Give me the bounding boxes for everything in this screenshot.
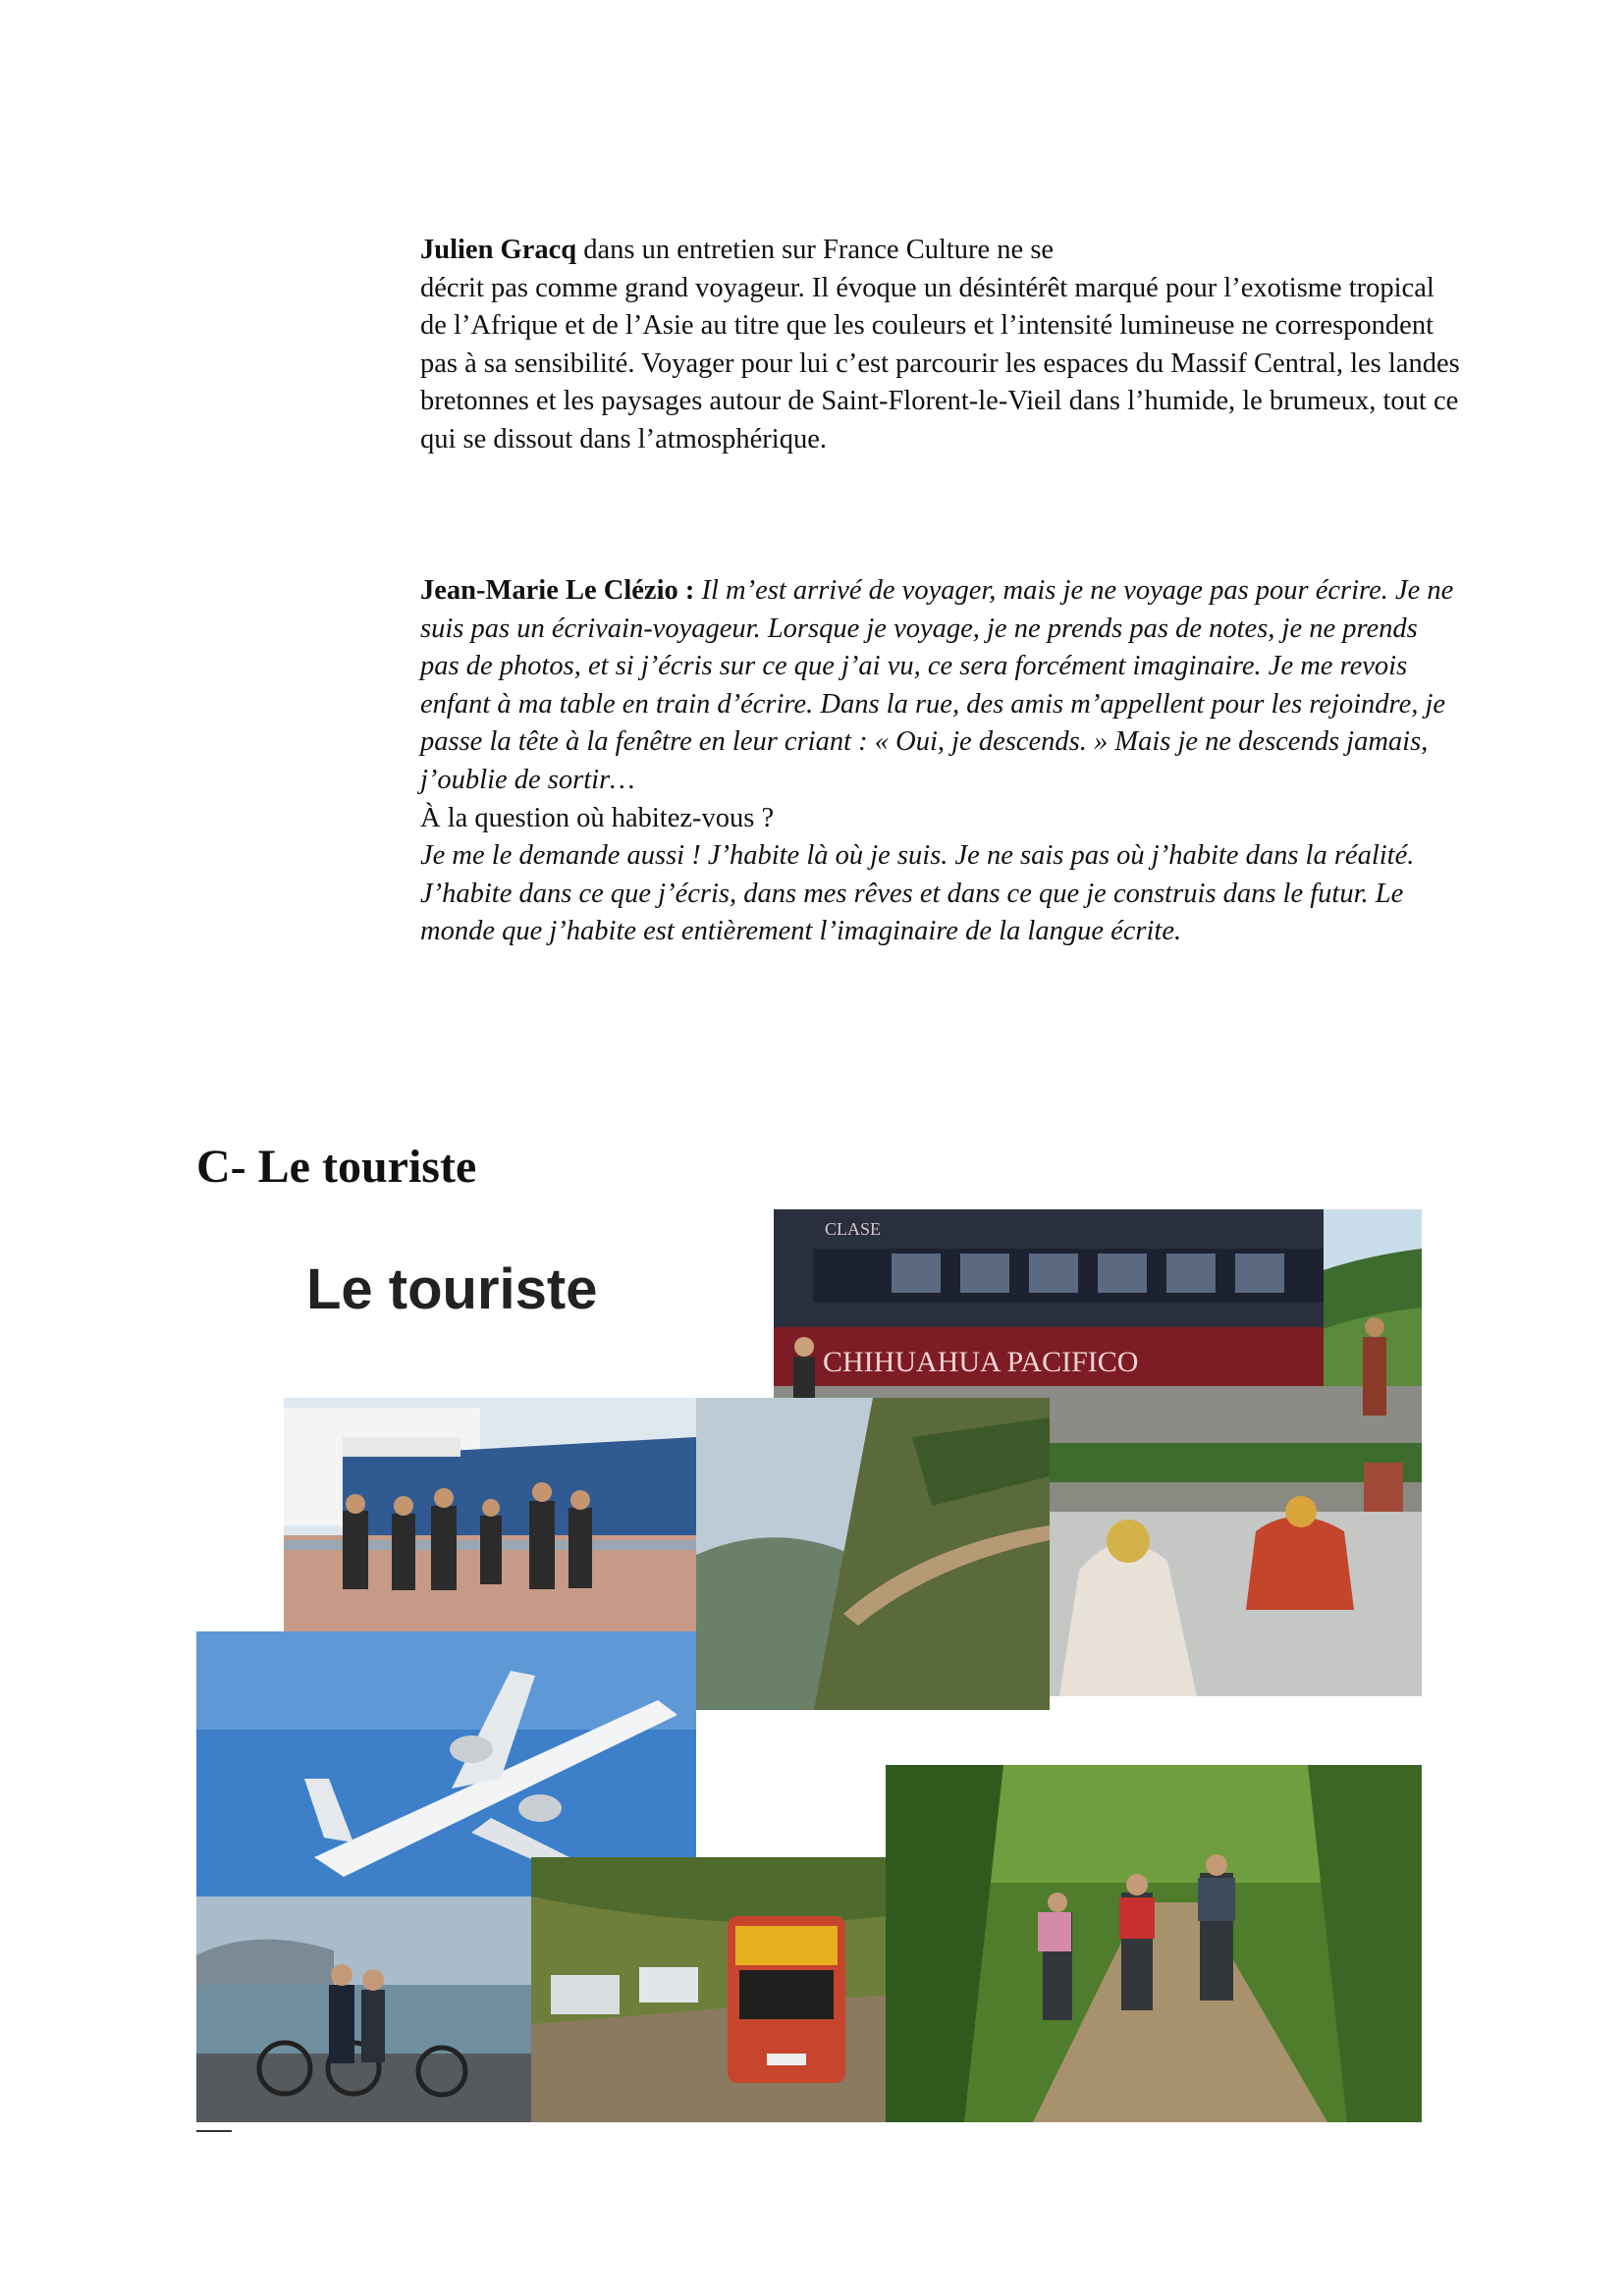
mountain-road-photo: [696, 1398, 1050, 1710]
train-text-main: CHIHUAHUA PACIFICO: [823, 1346, 1139, 1378]
leclezio-author: Jean-Marie Le Clézio :: [420, 575, 695, 606]
leclezio-quote-2: Je me le demande aussi ! J’habite là où je suis. Je ne sais pas où j’habite dans la réalité. J’habite dans ce que j’écris, dans mes rêves et dans ce que je construis dans le futur. Le monde que j’habite est entièrement l’imaginaire de la langue écrite.: [420, 840, 1415, 947]
section-heading: C- Le touriste: [196, 1141, 477, 1193]
footer-rule: [196, 2130, 232, 2132]
cyclists-photo: [196, 1896, 531, 2122]
train-text-top: CLASE: [825, 1219, 882, 1239]
leclezio-quote-1: Il m’est arrivé de voyager, mais je ne voyage pas pour écrire. Je ne suis pas un écrivain-voyageur. Lorsque je voyage, je ne prends pas de notes, je ne prends pas de photos, et si j’écris sur ce que j’ai vu, ce sera forcément imaginaire. Je me revois enfant à ma table en train d’écrire. Dans la rue, des amis m’appellent pour les rejoindre, je passe la tête à la fenêtre en leur criant : « Oui, je descends. » Mais je ne descends jamais, j’oublie de sortir…: [420, 575, 1454, 795]
gracq-line1: dans un entretien sur France Culture ne se: [576, 235, 1055, 265]
gracq-author: Julien Gracq: [420, 235, 577, 265]
market-photo: [1050, 1443, 1422, 1696]
collage-title: Le touriste: [306, 1257, 598, 1321]
cruise-photo: [284, 1398, 696, 1631]
leclezio-question: À la question où habitez-vous ?: [420, 802, 775, 833]
hikers-photo: [886, 1765, 1422, 2122]
bus-photo: [531, 1857, 886, 2122]
gracq-body: décrit pas comme grand voyageur. Il évoque un désintérêt marqué pour l’exotisme tropical de l’Afrique et de l’Asie au titre que les couleurs et l’intensité lumineuse ne correspondent pas à sa sensibilité. Voyager pour lui c’est parcourir les espaces du Massif Central, les landes bretonnes et les paysages autour de Saint-Florent-le-Vieil dans l’humide, le brumeux, tout ce qui se dissout dans l’atmosphérique.: [420, 272, 1460, 454]
leclezio-paragraph: [420, 572, 1461, 951]
gracq-paragraph: [420, 232, 1461, 459]
